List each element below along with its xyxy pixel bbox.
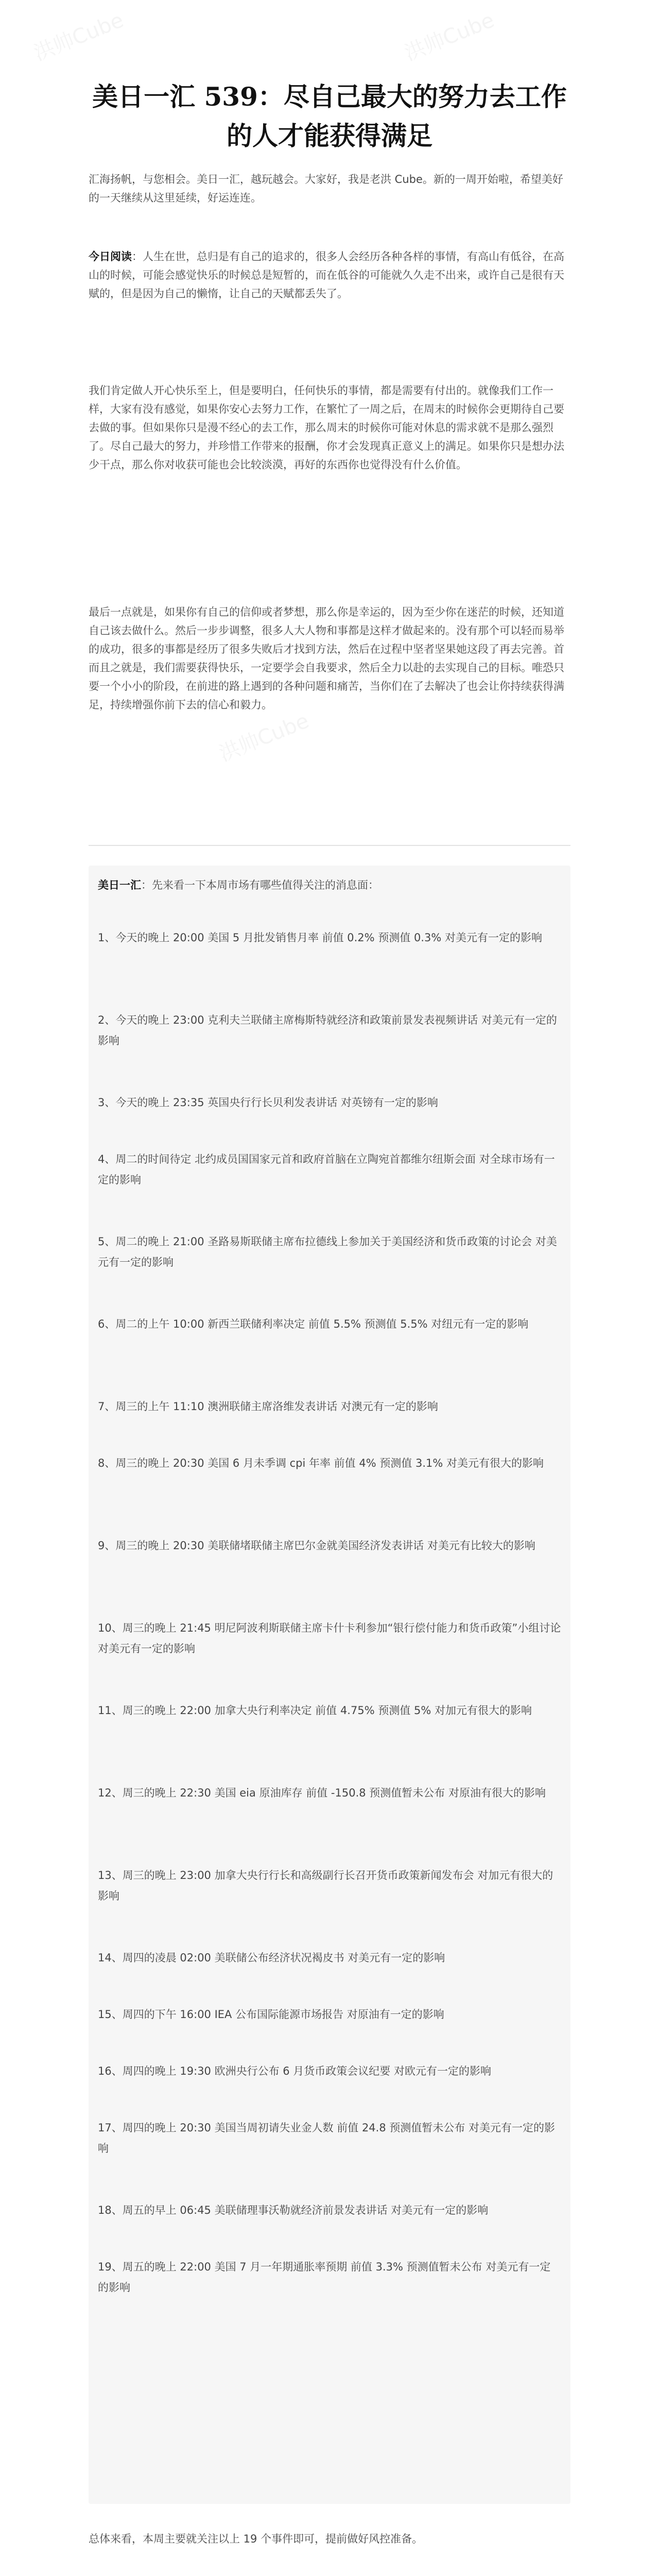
summary-paragraph-1: 总体来看，本周主要就关注以上 19 个事件即可，提前做好风控准备。	[89, 2533, 423, 2545]
events-label: 美日一汇	[98, 879, 141, 891]
event-item: 10、周三的晚上 21:45 明尼阿波利斯联储主席卡什卡利参加“银行偿付能力和货币政策”小组讨论 对美元有一定的影响	[98, 1622, 561, 1655]
event-item: 5、周二的晚上 21:00 圣路易斯联储主席布拉德线上参加关于美国经济和货币政策的讨论会 对美元有一定的影响	[98, 1235, 557, 1268]
event-item: 18、周五的早上 06:45 美联储理事沃勒就经济前景发表讲话 对美元有一定的影响	[98, 2204, 489, 2216]
event-item: 3、今天的晚上 23:35 英国央行行长贝利发表讲话 对英镑有一定的影响	[98, 1096, 438, 1109]
event-item: 7、周三的上午 11:10 澳洲联储主席洛维发表讲话 对澳元有一定的影响	[98, 1400, 438, 1413]
event-item: 9、周三的晚上 20:30 美联储堵联储主席巴尔金就美国经济发表讲话 对美元有比较大的影响	[98, 1539, 535, 1552]
events-heading-text: ：先来看一下本周市场有哪些值得关注的消息面：	[141, 879, 379, 891]
reading-text-1: ：人生在世，总归是有自己的追求的，很多人会经历各种各样的事情，有高山有低谷，在高山的时候，可能会感觉快乐的时候总是短暂的，而在低谷的可能就久久走不出来，或许自己是很有天赋的，但是因为自己的懒惰，让自己的天赋都丢失了。	[89, 250, 564, 300]
event-item: 2、今天的晚上 23:00 克利夫兰联储主席梅斯特就经济和政策前景发表视频讲话 对美元有一定的影响	[98, 1014, 557, 1047]
event-item: 6、周二的上午 10:00 新西兰联储利率决定 前值 5.5% 预测值 5.5% 对纽元有一定的影响	[98, 1318, 529, 1330]
event-item: 1、今天的晚上 20:00 美国 5 月批发销售月率 前值 0.2% 预测值 0.3% 对美元有一定的影响	[98, 931, 543, 944]
watermark: 洪帅Cube	[30, 8, 127, 66]
event-item: 11、周三的晚上 22:00 加拿大央行利率决定 前值 4.75% 预测值 5% 对加元有很大的影响	[98, 1704, 532, 1717]
section-divider	[89, 845, 570, 846]
events-heading	[89, 876, 570, 894]
event-item: 13、周三的晚上 23:00 加拿大央行行长和高级副行长召开货币政策新闻发布会 对加元有很大的影响	[98, 1869, 553, 1902]
event-item: 8、周三的晚上 20:30 美国 6 月未季调 cpi 年率 前值 4% 预测值 3.1% 对美元有很大的影响	[98, 1457, 544, 1469]
watermark: 洪帅Cube	[401, 8, 498, 66]
intro-paragraph: 汇海扬帆，与您相会。美日一汇，越玩越会。大家好，我是老洪 Cube。新的一周开始啦，希望美好的一天继续从这里延续，好运连连。	[89, 173, 563, 204]
article-title: 美日一汇 539：尽自己最大的努力去工作的人才能获得满足	[92, 81, 567, 151]
event-item: 15、周四的下午 16:00 IEA 公布国际能源市场报告 对原油有一定的影响	[98, 2008, 444, 2021]
event-item: 19、周五的晚上 22:00 美国 7 月一年期通胀率预期 前值 3.3% 预测值暂未公布 对美元有一定的影响	[98, 2261, 551, 2294]
reading-label: 今日阅读	[89, 250, 132, 263]
event-item: 17、周四的晚上 20:30 美国当周初请失业金人数 前值 24.8 预测值暂未公布 对美元有一定的影响	[98, 2122, 556, 2155]
event-item: 16、周四的晚上 19:30 欧洲央行公布 6 月货币政策会议纪要 对欧元有一定的影响	[98, 2065, 491, 2077]
reading-paragraph-3: 最后一点就是，如果你有自己的信仰或者梦想，那么你是幸运的，因为至少你在迷茫的时候，还知道自己该去做什么。然后一步步调整，很多人大人物和事都是这样才做起来的。没有那个可以轻而易举的成功，很多的事都是经历了很多失败后才找到方法，然后在过程中坚者坚果她这段了再去完善。首而且之就是，我们需要获得快乐，一定要学会自我要求，然后全力以赴的去实现自己的目标。唯恐只要一个小小的阶段，在前进的路上遇到的各种问题和痛苦，当你们在了去解决了也会让你持续获得满足，持续增强你前下去的信心和毅力。	[89, 606, 564, 711]
reading-paragraph-2: 我们肯定做人开心快乐至上，但是要明白，任何快乐的事情，都是需要有付出的。就像我们工作一样，大家有没有感觉，如果你安心去努力工作，在繁忙了一周之后，在周末的时候你会更期待自己要去做的事。但如果你只是漫不经心的去工作，那么周末的时候你可能对休息的需求就不是那么强烈了。尽自己最大的努力，并珍惜工作带来的报酬，你才会发现真正意义上的满足。如果你只是想办法少干点，那么你对收获可能也会比较淡漠，再好的东西你也觉得没有什么价值。	[89, 384, 564, 471]
reading-paragraph-1	[89, 247, 570, 303]
event-item: 4、周二的时间待定 北约成员国国家元首和政府首脑在立陶宛首都维尔纽斯会面 对全球市场有一定的影响	[98, 1153, 555, 1186]
watermark: 洪帅Cube	[216, 709, 313, 767]
event-item: 12、周三的晚上 22:30 美国 eia 原油库存 前值 -150.8 预测值暂未公布 对原油有很大的影响	[98, 1787, 546, 1799]
event-item: 14、周四的凌晨 02:00 美联储公布经济状况褐皮书 对美元有一定的影响	[98, 1952, 445, 1964]
